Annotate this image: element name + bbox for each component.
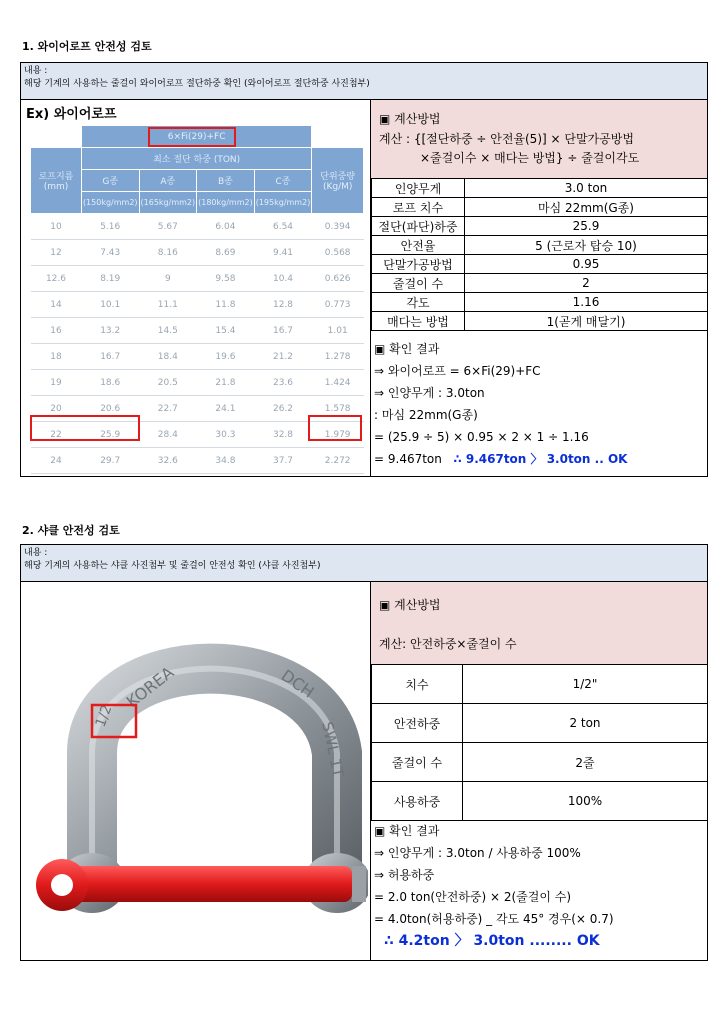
ex-label: Ex) 와이어로프 xyxy=(26,107,117,122)
rope-table-cell: 16 xyxy=(31,318,82,344)
section1-title: 1. 와이어로프 안전성 검토 xyxy=(22,40,152,53)
rope-table-cell: 29.7 xyxy=(81,448,139,474)
section1-content-header xyxy=(20,62,708,100)
rope-table-cell: 5.16 xyxy=(81,214,139,240)
grade-b: B종 xyxy=(197,170,255,192)
param-value: 1/2" xyxy=(463,665,708,704)
result-final-value: = 9.467ton xyxy=(374,452,442,466)
param-label: 안전하중 xyxy=(372,704,463,743)
rope-table-cell: 1.01 xyxy=(312,318,364,344)
rope-table-cell: 0.626 xyxy=(312,266,364,292)
rope-table-cell: 14 xyxy=(31,292,82,318)
param-value: 1(곧게 매달기) xyxy=(465,312,708,331)
param-label: 줄걸이 수 xyxy=(372,743,463,782)
result-title: ▣ 확인 결과 xyxy=(374,342,440,356)
section1-result xyxy=(374,338,704,470)
rope-table-cell: 23.6 xyxy=(254,370,312,396)
rope-table-cell: 24 xyxy=(31,448,82,474)
param-label: 매다는 방법 xyxy=(372,312,465,331)
result-line: : 마심 22mm(G종) xyxy=(374,408,478,422)
result-line: ⇒ 인양무게 : 3.0ton xyxy=(374,386,485,400)
rope-table-cell: 8.19 xyxy=(81,266,139,292)
result-line: = 4.0ton(허용하중) _ 각도 45° 경우(× 0.7) xyxy=(374,912,614,926)
param-label: 인양무게 xyxy=(372,179,465,198)
rope-table-cell: 10 xyxy=(31,214,82,240)
rope-table-cell: 12.6 xyxy=(31,266,82,292)
rope-table-cell: 8.69 xyxy=(197,240,255,266)
rope-table-cell: 16.7 xyxy=(81,344,139,370)
rope-table-cell: 37.7 xyxy=(254,448,312,474)
rope-table-cell: 25.9 xyxy=(81,422,139,448)
grade-unit: (180kg/mm2) xyxy=(197,192,255,214)
result-line: ⇒ 허용하중 xyxy=(374,868,435,882)
shackle-size-mark: 1/2 xyxy=(92,702,116,730)
rope-table-cell: 15.4 xyxy=(197,318,255,344)
rope-table-row xyxy=(31,214,364,240)
param-value: 0.95 xyxy=(465,255,708,274)
calc-formula-line2: ×줄걸이수 × 매다는 방법} ÷ 줄걸이각도 xyxy=(420,151,640,165)
result-final xyxy=(374,448,704,470)
wire-rope-spec-image xyxy=(30,125,364,467)
rope-table-cell: 16.7 xyxy=(254,318,312,344)
param-label: 안전율 xyxy=(372,236,465,255)
param-label: 각도 xyxy=(372,293,465,312)
rope-table-cell: 10.4 xyxy=(254,266,312,292)
rope-table-cell: 32.8 xyxy=(254,422,312,448)
highlight-construction xyxy=(148,127,236,147)
rope-table-cell: 12.8 xyxy=(254,292,312,318)
calc-title: ▣ 계산방법 xyxy=(379,598,441,612)
rope-table-cell: 18.4 xyxy=(139,344,197,370)
rope-table-cell: 0.568 xyxy=(312,240,364,266)
rope-table-cell: 9.41 xyxy=(254,240,312,266)
rope-construction: 6×Fi(29)+FC xyxy=(81,126,311,148)
rope-table-cell: 0.394 xyxy=(312,214,364,240)
grade-unit: (195kg/mm2) xyxy=(254,192,312,214)
rope-table-cell: 19 xyxy=(31,370,82,396)
param-value: 2줄 xyxy=(463,743,708,782)
content-desc: 해당 기계의 사용하는 줄걸이 와이어로프 절단하중 확인 (와이어로프 절단하중 사진첨부) xyxy=(24,79,370,89)
rope-table-cell: 18 xyxy=(31,344,82,370)
shackle-text-korea: KOREA xyxy=(122,662,178,712)
content-label: 내용 : xyxy=(24,66,48,76)
rope-table-cell: 28.4 xyxy=(139,422,197,448)
rope-table-cell: 24.1 xyxy=(197,396,255,422)
rope-table-cell: 13.2 xyxy=(81,318,139,344)
rope-table-cell: 30.3 xyxy=(197,422,255,448)
rope-table-row xyxy=(31,370,364,396)
param-label: 치수 xyxy=(372,665,463,704)
calc-formula: 계산: 안전하중×줄걸이 수 xyxy=(379,637,517,651)
rope-table-cell: 32.6 xyxy=(139,448,197,474)
param-row xyxy=(372,236,708,255)
min-break-header: 최소 절단 하중 (TON) xyxy=(81,148,311,170)
rope-table-cell: 1.278 xyxy=(312,344,364,370)
param-value: 2 xyxy=(465,274,708,293)
param-row xyxy=(372,704,708,743)
param-value: 1.16 xyxy=(465,293,708,312)
result-conclusion: ∴ 9.467ton 〉 3.0ton .. OK xyxy=(453,452,628,466)
param-row xyxy=(372,665,708,704)
rope-table-cell: 6.04 xyxy=(197,214,255,240)
highlight-weight-cell xyxy=(308,415,362,441)
shackle-photo xyxy=(22,583,368,959)
rope-table-cell: 11.1 xyxy=(139,292,197,318)
param-row xyxy=(372,179,708,198)
param-row xyxy=(372,217,708,236)
rope-table-cell: 18.6 xyxy=(81,370,139,396)
grade-c: C종 xyxy=(254,170,312,192)
weight-header: 단위중량 (Kg/M) xyxy=(312,148,364,214)
section1-calc-box xyxy=(371,100,707,178)
param-value: 5 (근로자 탑승 10) xyxy=(465,236,708,255)
result-line: = (25.9 ÷ 5) × 0.95 × 2 × 1 ÷ 1.16 xyxy=(374,430,589,444)
rope-table-cell: 21.2 xyxy=(254,344,312,370)
param-value: 3.0 ton xyxy=(465,179,708,198)
result-title: ▣ 확인 결과 xyxy=(374,824,440,838)
param-label: 절단(파단)하중 xyxy=(372,217,465,236)
rope-table-row xyxy=(31,266,364,292)
rope-table-cell: 34.8 xyxy=(197,448,255,474)
rope-table-cell: 1.424 xyxy=(312,370,364,396)
result-line: = 2.0 ton(안전하중) × 2(줄걸이 수) xyxy=(374,890,572,904)
calc-title: ▣ 계산방법 xyxy=(379,112,441,126)
section2-content-header xyxy=(20,544,708,582)
param-row xyxy=(372,743,708,782)
grade-unit: (150kg/mm2) xyxy=(81,192,139,214)
param-label: 로프 치수 xyxy=(372,198,465,217)
rope-table-cell: 6.54 xyxy=(254,214,312,240)
grade-unit: (165kg/mm2) xyxy=(139,192,197,214)
dia-header: 로프지름 (mm) xyxy=(31,148,82,214)
param-row xyxy=(372,198,708,217)
content-label: 내용 : xyxy=(24,548,48,558)
section2-calc-box xyxy=(371,582,707,664)
rope-table-cell: 2.272 xyxy=(312,448,364,474)
shackle-text-swl: SWL 1T xyxy=(318,720,348,779)
shackle-text-dch: DCH xyxy=(277,665,318,702)
grade-a: A종 xyxy=(139,170,197,192)
shackle-icon xyxy=(22,583,368,959)
rope-table-cell: 12 xyxy=(31,240,82,266)
result-conclusion: ∴ 4.2ton 〉 3.0ton ........ OK xyxy=(384,933,600,949)
rope-table-cell: 22 xyxy=(31,422,82,448)
rope-table-row xyxy=(31,292,364,318)
param-label: 사용하중 xyxy=(372,782,463,821)
param-row xyxy=(372,255,708,274)
highlight-diameter-row xyxy=(30,415,140,441)
rope-table-cell: 11.8 xyxy=(197,292,255,318)
param-label: 단말가공방법 xyxy=(372,255,465,274)
result-line: ⇒ 와이어로프 = 6×Fi(29)+FC xyxy=(374,364,541,378)
section1-params-table xyxy=(371,178,708,331)
rope-table-cell: 26.2 xyxy=(254,396,312,422)
rope-table-row xyxy=(31,344,364,370)
param-label: 줄걸이 수 xyxy=(372,274,465,293)
rope-table-cell: 10.1 xyxy=(81,292,139,318)
rope-table-cell: 14.5 xyxy=(139,318,197,344)
param-row xyxy=(372,312,708,331)
section2-params-table xyxy=(371,664,708,821)
rope-table-cell: 0.773 xyxy=(312,292,364,318)
param-row xyxy=(372,274,708,293)
rope-table-cell: 7.43 xyxy=(81,240,139,266)
section2-title: 2. 샤클 안전성 검토 xyxy=(22,524,120,537)
content-desc: 해당 기계의 사용하는 샤클 사진첨부 및 줄걸이 안전성 확인 (샤클 사진첨부) xyxy=(24,561,321,571)
rope-table-cell: 5.67 xyxy=(139,214,197,240)
rope-table-cell: 9 xyxy=(139,266,197,292)
rope-table-cell: 1.578 xyxy=(312,396,364,422)
rope-table-cell: 1.979 xyxy=(312,422,364,448)
grade-g: G종 xyxy=(81,170,139,192)
rope-table-cell: 20.6 xyxy=(81,396,139,422)
result-line: ⇒ 인양무게 : 3.0ton / 사용하중 100% xyxy=(374,846,581,860)
rope-table-row xyxy=(31,240,364,266)
param-row xyxy=(372,782,708,821)
param-row xyxy=(372,293,708,312)
rope-table-cell: 9.58 xyxy=(197,266,255,292)
param-value: 25.9 xyxy=(465,217,708,236)
param-value: 100% xyxy=(463,782,708,821)
rope-table-cell: 8.16 xyxy=(139,240,197,266)
section2-result xyxy=(374,820,704,952)
rope-table-cell: 19.6 xyxy=(197,344,255,370)
rope-table-row xyxy=(31,318,364,344)
rope-table-row xyxy=(31,448,364,474)
rope-table-cell: 21.8 xyxy=(197,370,255,396)
rope-table-cell: 20 xyxy=(31,396,82,422)
rope-table-cell: 20.5 xyxy=(139,370,197,396)
rope-table-cell: 22.7 xyxy=(139,396,197,422)
param-value: 2 ton xyxy=(463,704,708,743)
calc-formula-line1: 계산 : {[절단하중 ÷ 안전율(5)] × 단말가공방법 xyxy=(379,132,634,146)
param-value: 마심 22mm(G종) xyxy=(465,198,708,217)
